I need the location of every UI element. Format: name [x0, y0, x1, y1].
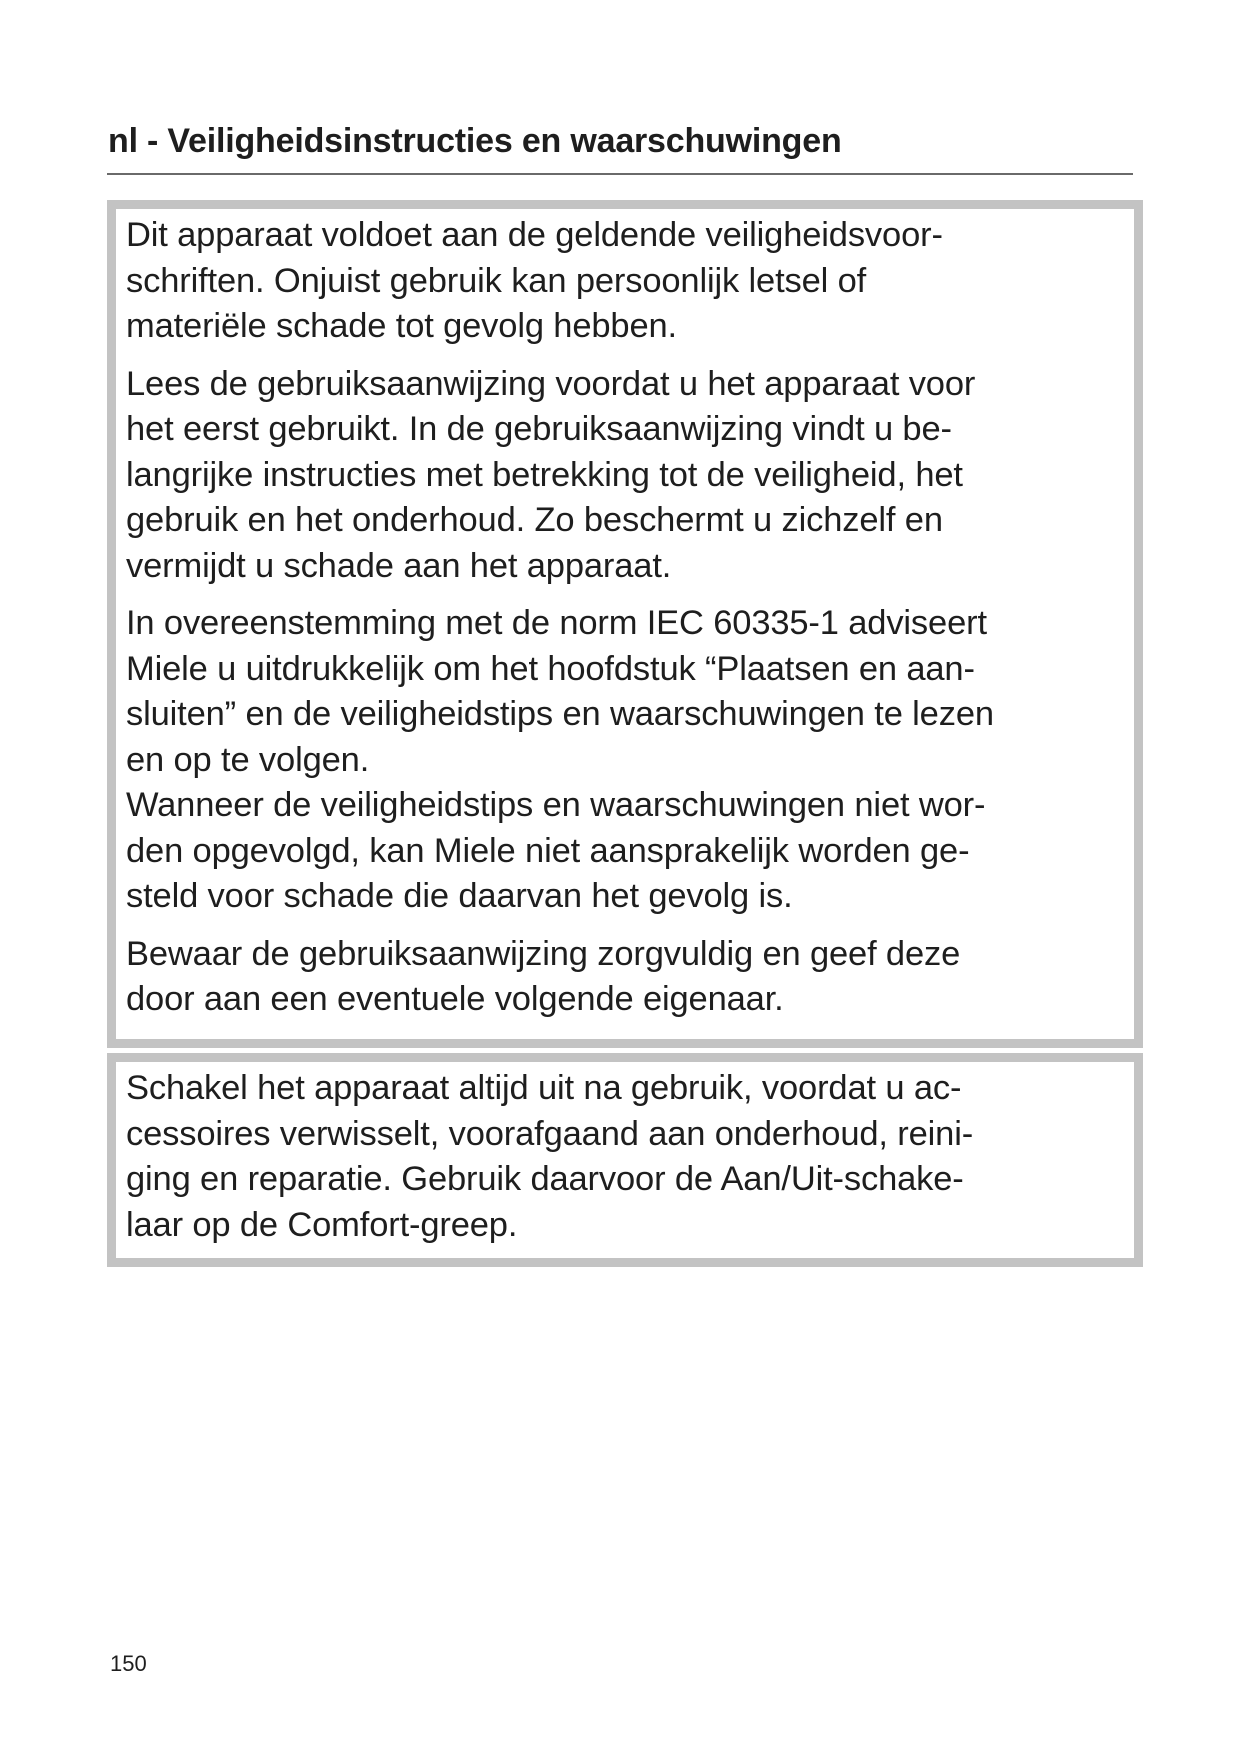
text-line: den opgevolgd, kan Miele niet aansprakelijk worden ge-: [126, 831, 970, 870]
safety-notice-box: [107, 200, 1143, 1048]
text-line: materiële schade tot gevolg hebben.: [126, 307, 677, 345]
text-line: ging en reparatie. Gebruik daarvoor de Aan/Uit-schake-: [126, 1160, 964, 1198]
paragraph-compliance: [126, 213, 1134, 350]
text-line: Miele u uitdrukkelijk om het hoofdstuk “Plaatsen en aan-: [126, 649, 975, 688]
paragraph-read-manual: [126, 362, 1134, 590]
text-line: Lees de gebruiksaanwijzing voordat u het apparaat voor: [126, 364, 976, 403]
text-line: Wanneer de veiligheidstips en waarschuwingen niet wor-: [126, 786, 986, 824]
page-title: nl - Veiligheidsinstructies en waarschuwingen: [108, 122, 842, 160]
text-line: laar op de Comfort-greep.: [126, 1205, 518, 1244]
text-line: cessoires verwisselt, voorafgaand aan onderhoud, reini-: [126, 1114, 974, 1153]
text-line: langrijke instructies met betrekking tot de veiligheid, het: [126, 455, 963, 494]
text-line: In overeenstemming met de norm IEC 60335-1 adviseert: [126, 604, 987, 642]
paragraph-liability: [126, 783, 1134, 920]
paragraph-switch-off: [126, 1066, 1134, 1248]
heading-divider: [107, 173, 1133, 175]
text-line: vermijdt u schade aan het apparaat.: [126, 546, 672, 585]
page-number: 150: [110, 1651, 147, 1676]
paragraph-keep-manual: [126, 932, 1134, 1023]
text-line: schriften. Onjuist gebruik kan persoonlijk letsel of: [126, 261, 867, 300]
paragraph-iec-norm: [126, 601, 1134, 783]
text-line: en op te volgen.: [126, 740, 370, 779]
text-line: door aan een eventuele volgende eigenaar.: [126, 980, 784, 1018]
text-line: steld voor schade die daarvan het gevolg is.: [126, 877, 793, 915]
text-line: gebruik en het onderhoud. Zo beschermt u zichzelf en: [126, 501, 943, 539]
switch-off-notice-box: [107, 1053, 1143, 1267]
text-line: het eerst gebruikt. In de gebruiksaanwijzing vindt u be-: [126, 410, 952, 448]
text-line: Schakel het apparaat altijd uit na gebruik, voordat u ac-: [126, 1069, 962, 1107]
text-line: Bewaar de gebruiksaanwijzing zorgvuldig en geef deze: [126, 934, 961, 973]
text-line: sluiten” en de veiligheidstips en waarschuwingen te lezen: [126, 695, 994, 733]
text-line: Dit apparaat voldoet aan de geldende veiligheidsvoor-: [126, 216, 943, 254]
